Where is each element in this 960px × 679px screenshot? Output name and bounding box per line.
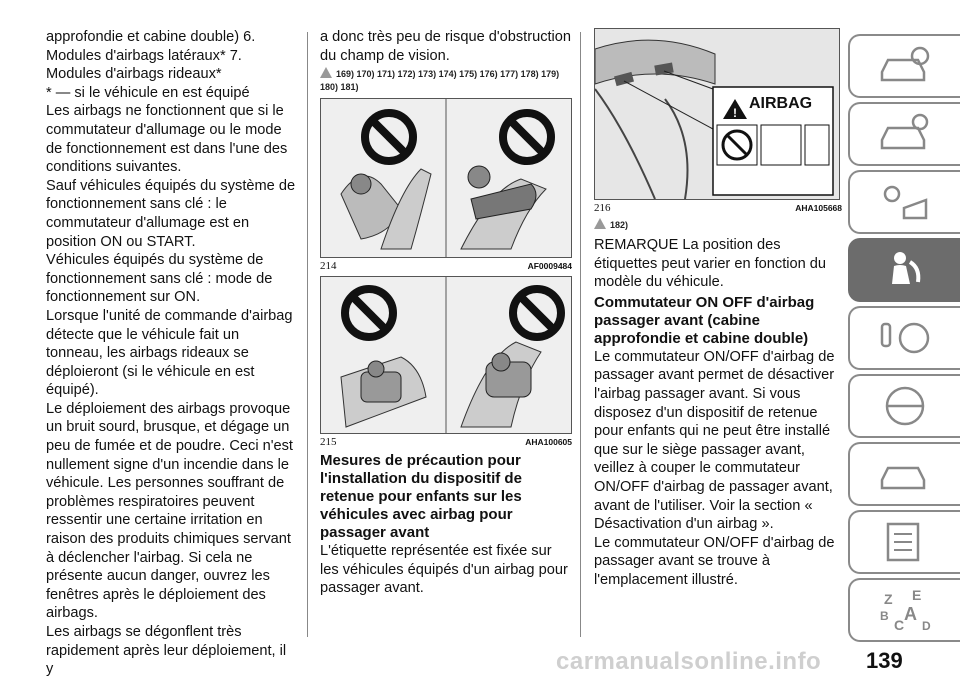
tab-safety[interactable]: [848, 238, 960, 302]
svg-text:B: B: [880, 609, 889, 623]
remark-paragraph: REMARQUE La position des étiquettes peut varier en fonction du modèle du véhicule.: [594, 237, 827, 291]
paragraph: Les airbags se dégonflent très rapidement après leur déploiement, il y: [46, 624, 287, 678]
tab-specifications[interactable]: [848, 510, 960, 574]
refs-text: 169) 170) 171) 172) 173) 174) 175) 176) 177) 178) 179) 180) 181): [320, 69, 560, 93]
column-divider: [580, 32, 581, 637]
paragraph: L'étiquette représentée est fixée sur les véhicules équipés d'un airbag pour passager avant.: [320, 543, 568, 597]
safety-icon: [874, 246, 936, 294]
warning-refs: [594, 218, 842, 232]
paragraph: Sauf véhicules équipés du système de fonctionnement sans clé : le commutateur d'allumage est en position ON ou START.: [46, 177, 296, 250]
tab-index[interactable]: [848, 578, 960, 642]
index-icon: [874, 586, 936, 634]
key-ignition-icon: [874, 314, 936, 362]
car-maintenance-icon: [874, 450, 936, 498]
figure-caption: [594, 202, 842, 214]
tab-key-ignition[interactable]: [848, 306, 960, 370]
paragraph: Le déploiement des airbags provoque un bruit sourd, brusque, et dégage un peu de fumée et de poudre. Ceci n'est nullement signe d'un incendie dans le véhicule. Les personnes souffrant de problèmes respiratoires peuvent ressentir une certaine irritation en raison des produits chimiques servant à déclencher l'airbag. Si cela ne présente aucun danger, ouvrez les fenêtres après le déploiement des airbags.: [46, 400, 293, 622]
figure-number: 215: [320, 436, 337, 449]
svg-text:C: C: [894, 617, 905, 633]
prohibition-icon: [499, 109, 555, 165]
section-heading: Commutateur ON OFF d'airbag passager avant (cabine approfondie et cabine double): [594, 293, 815, 347]
car-info-icon: [874, 42, 936, 90]
paragraph: Les airbags ne fonctionnent que si le commutateur d'allumage ou le mode de fonctionnement est dans l'une des conditions suivantes.: [46, 103, 288, 176]
warning-refs: [320, 67, 572, 94]
column-divider: [307, 32, 308, 637]
sun-visor-label-illustration: [595, 29, 839, 199]
prohibition-icon: [361, 109, 417, 165]
warning-triangle-icon: [594, 218, 606, 229]
svg-text:A: A: [904, 604, 917, 624]
chapter-tabs: [848, 34, 960, 646]
figure-code: AHA100605: [525, 437, 572, 448]
figure-code: AHA105668: [795, 203, 842, 213]
prohibition-icon: [341, 285, 397, 341]
figure-214: [320, 98, 572, 258]
prohibition-icon: [509, 285, 565, 341]
lights-icon: [874, 178, 936, 226]
svg-text:E: E: [912, 587, 922, 603]
tab-steering-wheel[interactable]: [848, 374, 960, 438]
paragraph: approfondie et cabine double) 6. Modules d'airbags latéraux* 7. Modules d'airbags rideaux*: [46, 29, 256, 83]
figure-caption: [320, 260, 572, 272]
paragraph: a donc très peu de risque d'obstruction du champ de vision.: [320, 29, 572, 64]
steering-wheel-icon: [874, 382, 936, 430]
svg-text:Z: Z: [884, 591, 893, 607]
specifications-icon: [874, 518, 936, 566]
figure-code: AF0009484: [527, 261, 572, 272]
warning-triangle-icon: [320, 67, 332, 78]
figure-number: 214: [320, 260, 337, 273]
section-heading: Mesures de précaution pour l'installation du dispositif de retenue pour enfants sur les véhicules avec airbag pour passager avant: [320, 452, 522, 542]
figure-caption: [320, 436, 572, 448]
tab-car-info[interactable]: [848, 34, 960, 98]
figure-215: [320, 276, 572, 434]
svg-text:!: !: [733, 106, 737, 120]
paragraph: Lorsque l'unité de commande d'airbag détecte que le véhicule fait un tonneau, les airbags rideaux se déploieront (si le véhicule en est équipé).: [46, 307, 293, 399]
column-1: [46, 28, 296, 679]
paragraph: * — si le véhicule en est équipé: [46, 84, 250, 101]
page-number: 139: [866, 648, 903, 673]
tab-dashboard[interactable]: [848, 102, 960, 166]
watermark: carmanualsonline.info: [556, 648, 822, 675]
column-2: [320, 28, 572, 598]
dashboard-icon: [874, 110, 936, 158]
tab-car-maintenance[interactable]: [848, 442, 960, 506]
paragraph: Le commutateur ON/OFF d'airbag de passager avant se trouve à l'emplacement illustré.: [594, 534, 835, 588]
figure-number: 216: [594, 202, 611, 214]
airbag-label-text: AIRBAG: [749, 95, 813, 112]
refs-text: 182): [610, 220, 629, 230]
column-3: [594, 28, 842, 590]
tab-lights[interactable]: [848, 170, 960, 234]
figure-216: [594, 28, 840, 200]
svg-text:D: D: [922, 619, 931, 633]
paragraph: Le commutateur ON/OFF d'airbag de passager avant permet de désactiver l'airbag passager avant. Si vous disposez d'un dispositif de retenue pour enfants qui ne peut être installé que sur le siège passager avant, veillez à couper le commutateur ON/OFF d'airbag de passager avant, avant de l'utiliser. Voir la section « Désactivation d'un airbag ».: [594, 348, 835, 533]
paragraph: Véhicules équipés du système de fonctionnement sans clé : mode de fonctionnement sur ON.: [46, 252, 273, 306]
